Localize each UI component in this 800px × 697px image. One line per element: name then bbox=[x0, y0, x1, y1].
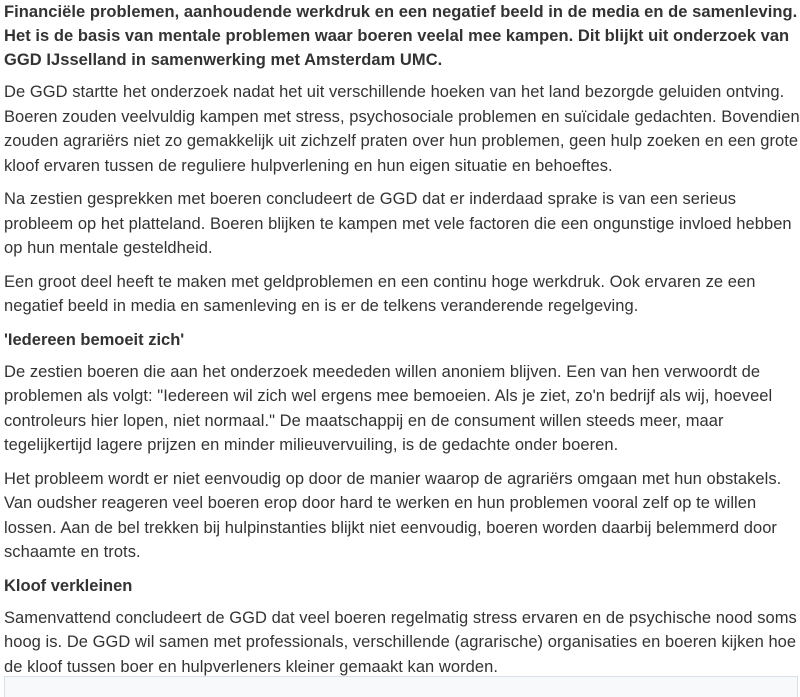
article-paragraph: De GGD startte het onderzoek nadat het uit verschillende hoeken van het land bezorgde geluiden ontving. Boeren zouden veelvuldig kampen met stress, psychosociale problemen en suïcidale gedachten. Bovendien zouden agrariërs niet zo gemakkelijk uit zichzelf praten over hun problemen, geen hulp zoeken en een grote kloof ervaren tussen de reguliere hulpverlening en hun eigen situatie en behoeftes. bbox=[4, 83, 800, 175]
article-intro: Financiële problemen, aanhoudende werkdruk en een negatief beeld in de media en de samenleving. Het is de basis van mentale problemen waar boeren veelal mee kampen. Dit blijkt uit onderzoek van GGD IJsselland in samenwerking met Amsterdam UMC. bbox=[4, 3, 798, 69]
article-body bbox=[4, 0, 800, 688]
article-paragraph: Een groot deel heeft te maken met geldproblemen en een continu hoge werkdruk. Ook ervaren ze een negatief beeld in media en samenleving en is er de telkens veranderende regelgeving. bbox=[4, 272, 756, 315]
article-paragraph: Samenvattend concludeert de GGD dat veel boeren regelmatig stress ervaren en de psychische nood soms hoog is. De GGD wil samen met professionals, verschillende (agrarische) organisaties en boeren kijken hoe de kloof tussen boer en hulpverleners kleiner gemaakt kan worden. bbox=[4, 608, 797, 676]
section-heading: Kloof verkleinen bbox=[4, 576, 133, 595]
section-heading: 'Iedereen bemoeit zich' bbox=[4, 330, 185, 349]
article-paragraph: Na zestien gesprekken met boeren concludeert de GGD dat er inderdaad sprake is van een serieus probleem op het platteland. Boeren blijken te kampen met vele factoren die een ongunstige invloed hebben op hun mentale gesteldheid. bbox=[4, 190, 792, 257]
article-paragraph: De zestien boeren die aan het onderzoek meededen willen anoniem blijven. Een van hen verwoordt de problemen als volgt: "Iedereen wil zich wel ergens mee bemoeien. Als je ziet, zo'n bedrijf als wij, hoeveel controleurs hier lopen, niet normaal." De maatschappij en de consument willen steeds meer, maar tegelijkertijd lagere prijzen en minder milieuvervuiling, is de gedachte onder boeren. bbox=[4, 362, 773, 454]
article-paragraph: Het probleem wordt er niet eenvoudig op door de manier waarop de agrariërs omgaan met hun obstakels. Van oudsher reageren veel boeren erop door hard te werken en hun problemen vooral zelf op te willen lossen. Aan de bel trekken bij hulpinstanties blijkt niet eenvoudig, boeren worden daarbij belemmerd door schaamte en trots. bbox=[4, 469, 782, 561]
related-content-box bbox=[4, 676, 798, 697]
